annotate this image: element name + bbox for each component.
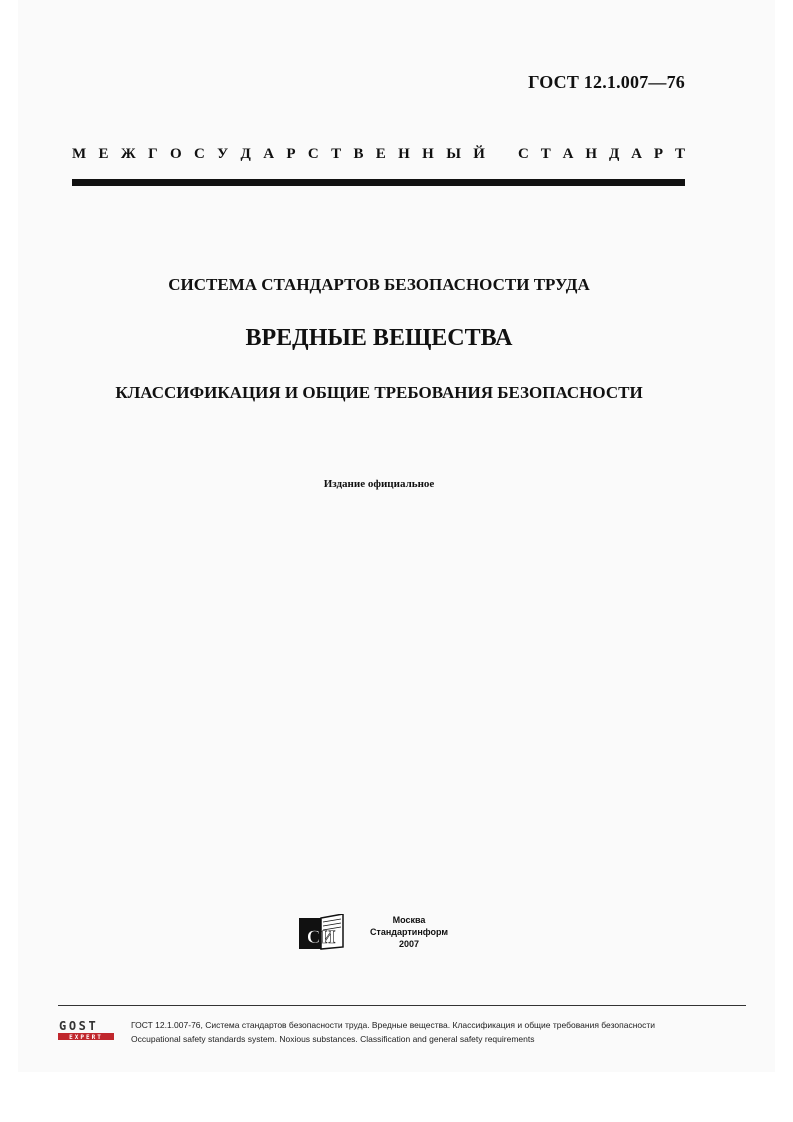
footer-description [131,1018,655,1046]
svg-text:GOST: GOST [59,1019,99,1033]
standard-system-title: СИСТЕМА СТАНДАРТОВ БЕЗОПАСНОСТИ ТРУДА [168,275,590,294]
publisher-city: Москва [392,915,426,925]
footer-divider [58,1005,746,1006]
edition-note: Издание официальное [323,478,435,490]
document-number: ГОСТ 12.1.007—76 [528,72,685,92]
gost-expert-logo [58,1019,114,1041]
category-word-1: М Е Ж Г О С У Д А Р С Т В Е Н Н Ы Й [72,146,485,162]
header-rule [72,179,685,186]
publication-year: 2007 [398,939,420,949]
standard-subtitle: КЛАССИФИКАЦИЯ И ОБЩИЕ ТРЕБОВАНИЯ БЕЗОПАСНОСТИ [115,383,643,402]
standard-category [72,146,685,163]
category-word-2: С Т А Н Д А Р Т [518,146,685,162]
footer-title-ru: ГОСТ 12.1.007-76, Система стандартов безопасности труда. Вредные вещества. Классификация и общие требования безопасности [131,1020,656,1030]
svg-text:СИ: СИ [306,927,336,948]
standard-subject-title: ВРЕДНЫЕ ВЕЩЕСТВА [245,325,513,351]
publisher-imprint [356,914,462,950]
svg-text:EXPERT: EXPERT [69,1034,103,1041]
standartinform-logo [299,914,345,951]
publisher-name: Стандартинформ [369,927,449,937]
footer-title-en: Occupational safety standards system. Noxious substances. Classification and general safety requirements [131,1034,535,1044]
